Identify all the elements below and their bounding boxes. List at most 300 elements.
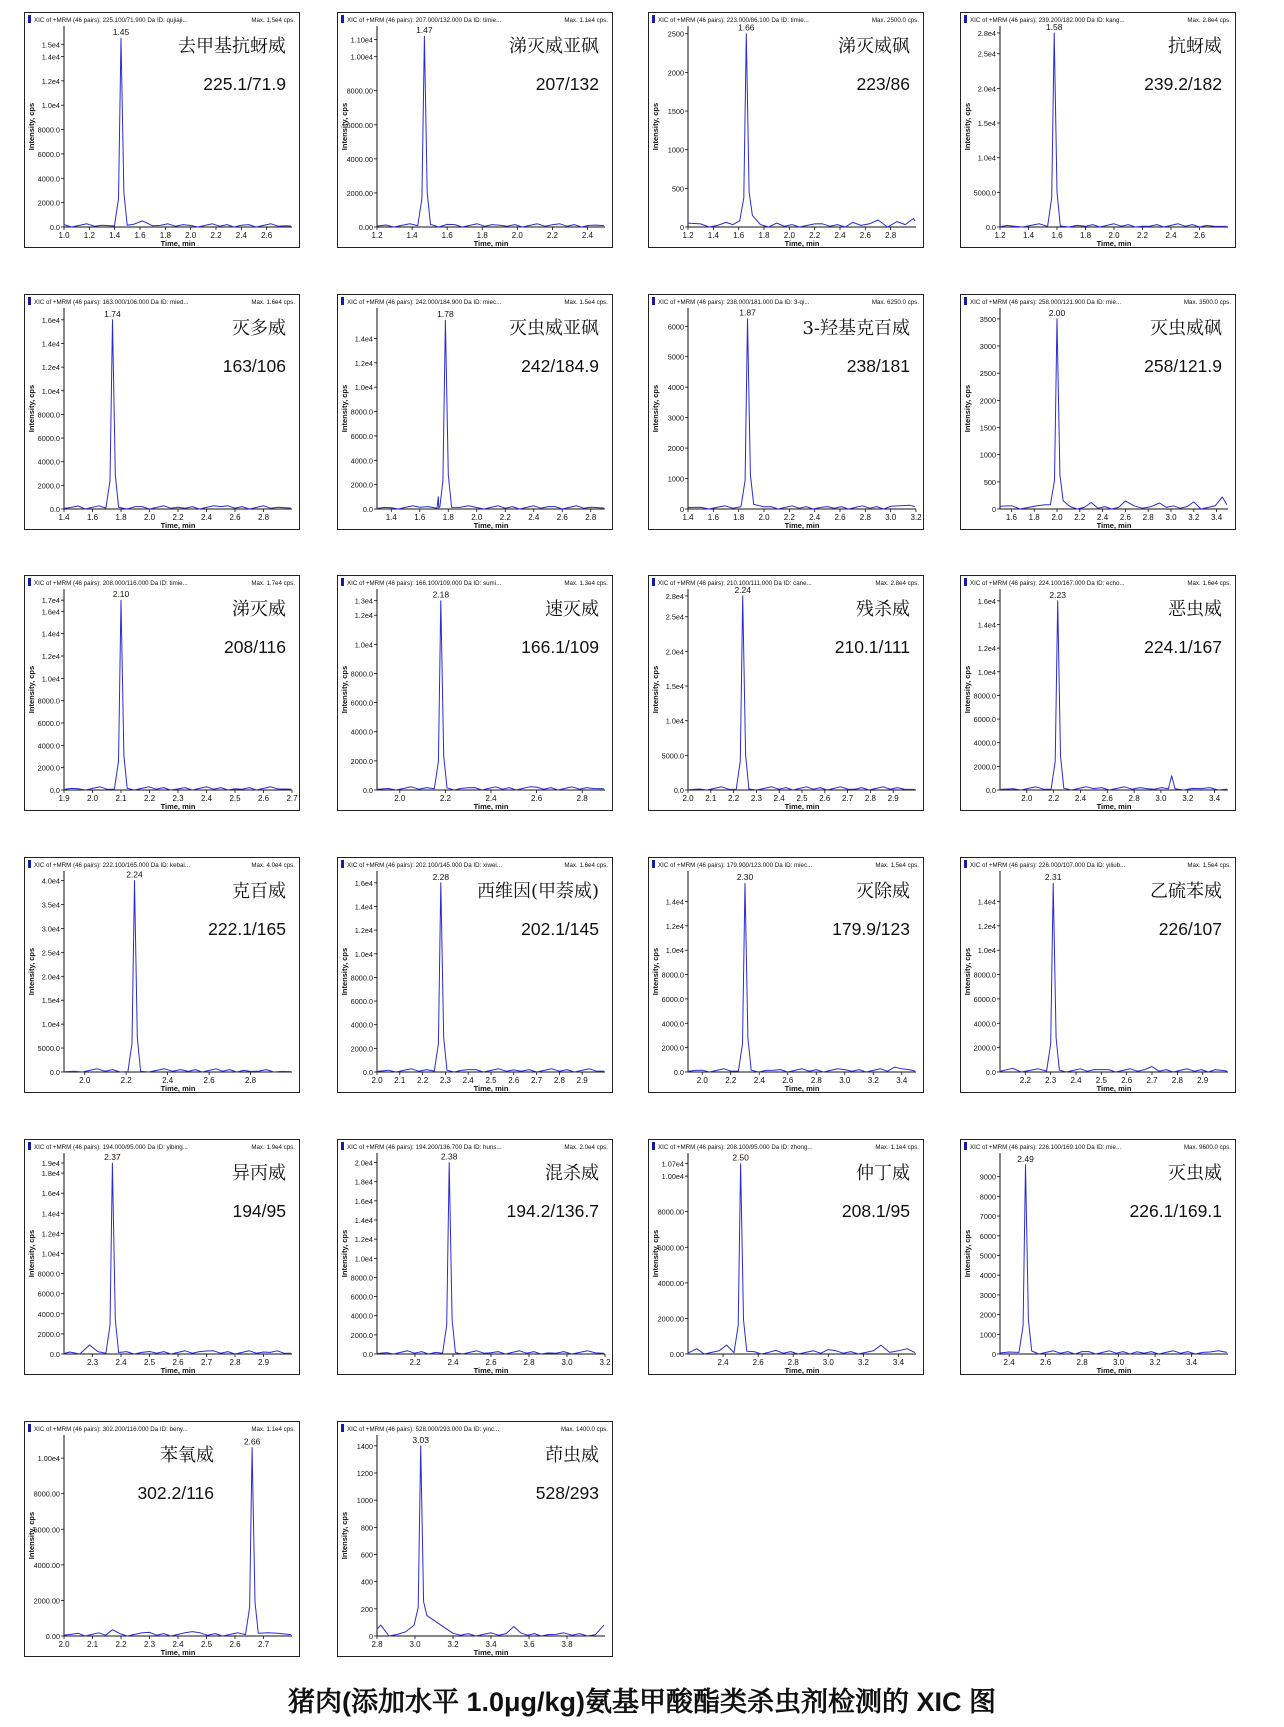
y-tick-label: 1.0e4 [977, 946, 996, 956]
compound-name: 西维因(甲萘威) [476, 881, 599, 902]
y-tick-label: 1500 [979, 423, 996, 433]
xic-panel-10 [337, 575, 613, 811]
x-tick-label: 2.6 [229, 513, 241, 522]
xic-header: XIC of +MRM (46 pairs): 194.200/136.700 Da ID: huns... [347, 1144, 502, 1151]
x-tick-label: 2.2 [499, 513, 511, 522]
y-tick-label: 1.5e4 [41, 996, 60, 1006]
y-tick-label: 1.2e4 [977, 921, 996, 931]
x-tick-label: 1.8 [159, 231, 171, 240]
mrm-transition: 222.1/165 [208, 919, 286, 939]
x-tick-label: 2.0 [511, 231, 523, 240]
x-tick-label: 2.4 [172, 1640, 184, 1649]
xic-panel-14 [337, 857, 613, 1093]
x-tick-label: 2.6 [782, 1076, 794, 1085]
x-axis-title: Time, min [160, 1366, 196, 1375]
max-intensity-label: Max. 1.6e4 cps. [251, 299, 295, 306]
y-tick-label: 0.0 [985, 786, 996, 795]
x-axis-title: Time, min [784, 1084, 820, 1093]
y-tick-label: 1.5e4 [41, 40, 60, 50]
y-tick-label: 2.0e4 [41, 972, 60, 982]
mrm-transition: 224.1/167 [1144, 637, 1222, 657]
xic-chart-svg [24, 12, 300, 248]
xic-header: XIC of +MRM (46 pairs): 226.100/169.100 Da ID: mie... [970, 1144, 1122, 1151]
y-tick-label: 0 [679, 223, 684, 232]
y-tick-label: 0.0 [362, 1068, 373, 1077]
y-tick-label: 1.5e4 [665, 682, 684, 692]
x-tick-label: 2.2 [546, 231, 558, 240]
xic-header: XIC of +MRM (46 pairs): 226.000/107.000 Da ID: yiliub... [970, 862, 1126, 869]
xic-panel-7 [648, 294, 924, 530]
y-tick-label: 0.0 [673, 786, 684, 795]
mrm-transition: 226/107 [1158, 919, 1222, 939]
y-tick-label: 2.8e4 [665, 591, 684, 601]
x-tick-label: 2.4 [773, 794, 785, 803]
x-tick-label: 2.8 [229, 1358, 241, 1367]
peak-rt-label: 2.37 [104, 1152, 121, 1163]
peak-rt-label: 3.03 [412, 1434, 429, 1445]
y-tick-label: 4000.0 [973, 738, 996, 748]
y-tick-label: 3000 [979, 342, 996, 352]
x-tick-label: 2.6 [1101, 794, 1113, 803]
y-tick-label: 6000.00 [33, 1525, 60, 1535]
y-tick-label: 1400 [356, 1441, 373, 1451]
compound-name: 灭虫威亚砜 [509, 318, 599, 339]
figure-caption: 猪肉(添加水平 1.0μg/kg)氨基甲酸酯类杀虫剂检测的 XIC 图 [287, 1687, 997, 1717]
y-tick-label: 6000.00 [346, 120, 373, 130]
y-tick-label: 600 [360, 1550, 373, 1560]
compound-name: 抗蚜威 [1168, 36, 1222, 57]
legend-marker [341, 1424, 344, 1432]
xic-chart-svg [648, 857, 924, 1093]
x-tick-label: 3.4 [896, 1076, 908, 1085]
xic-header: XIC of +MRM (46 pairs): 224.100/167.000 Da ID: echo... [970, 580, 1125, 587]
y-axis-title: Intensity, cps [27, 384, 36, 433]
x-tick-label: 1.8 [758, 231, 770, 240]
xic-header: XIC of +MRM (46 pairs): 202.100/145.000 Da ID: xiwei... [347, 862, 502, 869]
y-tick-label: 1000 [979, 1330, 996, 1340]
y-tick-label: 0.00 [45, 1632, 60, 1641]
xic-header: XIC of +MRM (46 pairs): 208.000/116.000 Da ID: timie... [34, 580, 188, 587]
mrm-transition: 207/132 [535, 74, 599, 94]
y-tick-label: 4000.0 [350, 456, 373, 466]
xic-header: XIC of +MRM (46 pairs): 194.000/95.000 Da ID: yibing... [34, 1144, 188, 1151]
x-tick-label: 3.8 [561, 1640, 573, 1649]
compound-name: 仲丁威 [856, 1163, 910, 1184]
y-tick-label: 1000 [979, 450, 996, 460]
peak-rt-label: 1.87 [739, 307, 756, 318]
max-intensity-label: Max. 3500.0 cps. [1183, 299, 1231, 306]
x-tick-label: 2.2 [417, 1076, 429, 1085]
legend-marker [28, 578, 31, 586]
y-tick-label: 800 [360, 1523, 373, 1533]
x-tick-label: 2.7 [531, 1076, 543, 1085]
y-tick-label: 1.8e4 [354, 1177, 373, 1187]
mrm-transition: 258/121.9 [1144, 356, 1222, 376]
y-tick-label: 1.0e4 [41, 1020, 60, 1030]
compound-name: 3-羟基克百威 [802, 318, 910, 339]
y-tick-label: 2.5e4 [41, 948, 60, 958]
x-tick-label: 2.8 [553, 1076, 565, 1085]
xic-panel-13 [24, 857, 300, 1093]
y-axis-title: Intensity, cps [27, 1229, 36, 1278]
x-tick-label: 2.6 [203, 1076, 215, 1085]
x-axis-title: Time, min [473, 521, 509, 530]
y-tick-label: 6000.0 [37, 1289, 60, 1299]
xic-chart-svg [24, 857, 300, 1093]
xic-panel-21 [24, 1421, 300, 1657]
y-tick-label: 1000 [667, 145, 684, 155]
x-tick-label: 2.2 [115, 1640, 127, 1649]
compound-name: 茚虫威 [545, 1445, 599, 1466]
x-tick-label: 2.4 [200, 794, 213, 803]
x-tick-label: 2.6 [1119, 513, 1131, 522]
y-tick-label: 0.0 [673, 1068, 684, 1077]
x-tick-label: 3.4 [1185, 1358, 1198, 1367]
y-tick-label: 1.6e4 [354, 1196, 373, 1206]
y-tick-label: 1.2e4 [41, 363, 60, 373]
y-tick-label: 0 [991, 1350, 996, 1359]
legend-marker [964, 578, 967, 586]
compound-name: 混杀威 [545, 1163, 599, 1184]
x-tick-label: 1.6 [86, 513, 99, 522]
max-intensity-label: Max. 1.9e4 cps. [251, 1144, 295, 1151]
y-tick-label: 1.0e4 [354, 1254, 373, 1264]
x-tick-label: 2.0 [394, 794, 406, 803]
compound-name: 灭虫威 [1168, 1163, 1222, 1184]
y-tick-label: 1.9e4 [41, 1159, 60, 1169]
x-axis-title: Time, min [160, 521, 196, 530]
y-tick-label: 1.4e4 [354, 334, 373, 344]
y-tick-label: 1.10e4 [350, 35, 373, 45]
x-tick-label: 3.0 [409, 1640, 421, 1649]
y-tick-label: 8000.00 [657, 1207, 684, 1217]
compound-name: 速灭威 [545, 599, 599, 620]
xic-panel-5 [24, 294, 300, 530]
x-tick-label: 2.6 [531, 794, 543, 803]
x-tick-label: 2.3 [172, 794, 184, 803]
y-tick-label: 1.2e4 [41, 76, 60, 86]
x-tick-label: 1.2 [682, 231, 694, 240]
y-axis-title: Intensity, cps [963, 1229, 972, 1278]
y-tick-label: 6000.00 [657, 1243, 684, 1253]
x-tick-label: 1.6 [414, 513, 426, 522]
xic-chart-svg [337, 294, 613, 530]
x-tick-label: 2.4 [235, 231, 247, 240]
x-tick-label: 2.2 [210, 231, 222, 240]
y-tick-label: 2500 [667, 29, 684, 39]
max-intensity-label: Max. 2.0e4 cps. [564, 1144, 608, 1151]
x-tick-label: 2.2 [1074, 513, 1086, 522]
max-intensity-label: Max. 2.8e4 cps. [875, 580, 919, 587]
x-tick-label: 3.2 [1149, 1358, 1161, 1367]
xic-panel-1 [24, 12, 300, 248]
mrm-transition: 210.1/111 [834, 637, 910, 657]
legend-marker [964, 297, 967, 305]
y-tick-label: 0.00 [669, 1350, 684, 1359]
y-axis-title: Intensity, cps [340, 1511, 349, 1560]
xic-panel-11 [648, 575, 924, 811]
x-tick-label: 1.2 [994, 231, 1006, 240]
y-tick-label: 8000.0 [37, 696, 60, 706]
y-tick-label: 1.2e4 [41, 1229, 60, 1239]
y-tick-label: 2000.0 [350, 1330, 373, 1340]
x-tick-label: 2.2 [728, 794, 740, 803]
compound-name: 去甲基抗蚜威 [178, 36, 286, 57]
xic-chart-svg [337, 1421, 613, 1657]
y-tick-label: 4000.00 [346, 154, 373, 164]
peak-rt-label: 2.31 [1044, 872, 1062, 883]
x-tick-label: 2.0 [185, 231, 197, 240]
y-axis-title: Intensity, cps [340, 1229, 349, 1278]
xic-header: XIC of +MRM (46 pairs): 163.000/106.000 Da ID: mied... [34, 299, 189, 306]
y-tick-label: 0.0 [49, 223, 60, 232]
peak-rt-label: 2.00 [1048, 307, 1066, 318]
y-tick-label: 6000.0 [973, 715, 996, 725]
y-tick-label: 1.0e4 [41, 674, 60, 684]
x-tick-label: 3.0 [1165, 513, 1177, 522]
y-tick-label: 1200 [356, 1469, 373, 1479]
xic-chart-svg [24, 1421, 300, 1657]
y-tick-label: 2000 [667, 68, 684, 78]
x-tick-label: 2.8 [1128, 794, 1140, 803]
y-tick-label: 1500 [667, 107, 684, 117]
x-tick-label: 1.4 [1022, 231, 1035, 240]
y-tick-label: 1.3e4 [354, 596, 373, 606]
x-tick-label: 2.8 [810, 1076, 822, 1085]
y-tick-label: 2000.0 [37, 198, 60, 208]
y-axis-title: Intensity, cps [963, 384, 972, 433]
y-tick-label: 4000.0 [37, 174, 60, 184]
legend-marker [341, 860, 344, 868]
x-tick-label: 2.3 [1045, 1076, 1057, 1085]
max-intensity-label: Max. 1.6e4 cps. [564, 862, 608, 869]
y-tick-label: 1.8e4 [41, 1169, 60, 1179]
x-tick-label: 2.9 [257, 1358, 270, 1367]
x-tick-label: 2.9 [1197, 1076, 1209, 1085]
x-tick-label: 1.2 [371, 231, 383, 240]
x-tick-label: 2.9 [576, 1076, 588, 1085]
xic-header: XIC of +MRM (46 pairs): 225.100/71.900 Da ID: qujiaji... [34, 17, 188, 24]
x-tick-label: 2.6 [229, 1640, 241, 1649]
legend-marker [964, 860, 967, 868]
y-axis-title: Intensity, cps [651, 102, 660, 151]
x-tick-label: 2.4 [447, 1358, 459, 1367]
x-tick-label: 2.9 [887, 794, 899, 803]
x-tick-label: 3.2 [867, 1076, 879, 1085]
y-tick-label: 1.4e4 [977, 620, 996, 630]
x-tick-label: 1.6 [134, 231, 146, 240]
y-tick-label: 1.2e4 [354, 611, 373, 621]
x-tick-label: 2.4 [717, 1358, 729, 1367]
y-tick-label: 6000 [667, 322, 684, 332]
x-tick-label: 2.2 [725, 1076, 737, 1085]
y-tick-label: 5000 [667, 352, 684, 362]
max-intensity-label: Max. 1.5e4 cps. [251, 17, 295, 24]
xic-chart-svg [24, 1139, 300, 1375]
xic-panel-2 [337, 12, 613, 248]
legend-marker [652, 15, 655, 23]
x-tick-label: 2.0 [682, 794, 694, 803]
x-axis-title: Time, min [1096, 802, 1132, 811]
legend-marker [341, 15, 344, 23]
y-tick-label: 1.0e4 [354, 949, 373, 959]
y-tick-label: 0.00 [358, 223, 373, 232]
x-tick-label: 2.2 [783, 513, 795, 522]
x-axis-title: Time, min [784, 521, 820, 530]
xic-chart-svg [24, 575, 300, 811]
y-tick-label: 1.4e4 [354, 902, 373, 912]
xic-chart-svg [24, 294, 300, 530]
x-tick-label: 2.0 [86, 794, 99, 803]
y-tick-label: 2000.00 [346, 188, 373, 198]
x-tick-label: 2.0 [371, 1076, 383, 1085]
x-tick-label: 2.4 [834, 231, 846, 240]
y-tick-label: 1.07e4 [661, 1159, 684, 1169]
legend-marker [28, 1142, 31, 1150]
peak-rt-label: 1.45 [112, 27, 130, 38]
x-tick-label: 1.6 [1051, 231, 1063, 240]
compound-name: 苯氧威 [160, 1445, 214, 1466]
xic-chart-svg [960, 1139, 1236, 1375]
y-tick-label: 6000 [979, 1231, 996, 1241]
mrm-transition: 194/95 [232, 1201, 286, 1221]
xic-chart-svg [960, 575, 1236, 811]
mrm-transition: 202.1/145 [521, 919, 599, 939]
y-tick-label: 500 [671, 184, 684, 194]
x-tick-label: 2.2 [143, 794, 156, 803]
legend-marker [341, 578, 344, 586]
xic-header: XIC of +MRM (46 pairs): 302.200/116.000 Da ID: beny... [34, 1426, 188, 1433]
xic-header: XIC of +MRM (46 pairs): 222.100/165.000 Da ID: kebai... [34, 862, 190, 869]
mrm-transition: 239.2/182 [1144, 74, 1222, 94]
compound-name: 涕灭威亚砜 [509, 36, 599, 57]
y-tick-label: 6000.0 [350, 431, 373, 441]
peak-rt-label: 2.18 [432, 589, 450, 600]
peak-rt-label: 2.24 [126, 869, 143, 880]
legend-marker [28, 15, 31, 23]
y-axis-title: Intensity, cps [27, 665, 36, 714]
y-tick-label: 4000.0 [37, 741, 60, 751]
compound-name: 灭除威 [856, 881, 910, 902]
peak-rt-label: 1.58 [1045, 21, 1063, 32]
y-axis-title: Intensity, cps [651, 1229, 660, 1278]
y-axis-title: Intensity, cps [340, 384, 349, 433]
x-tick-label: 3.0 [1155, 794, 1167, 803]
x-tick-label: 2.8 [576, 794, 588, 803]
x-tick-label: 2.8 [523, 1358, 535, 1367]
max-intensity-label: Max. 1.1e4 cps. [564, 17, 608, 24]
y-axis-title: Intensity, cps [651, 947, 660, 996]
y-axis-title: Intensity, cps [340, 947, 349, 996]
y-tick-label: 2000.0 [973, 1043, 996, 1053]
peak-rt-label: 2.66 [243, 1436, 261, 1447]
y-tick-label: 8000.0 [350, 407, 373, 417]
xic-header: XIC of +MRM (46 pairs): 208.100/95.000 Da ID: zhong... [658, 1144, 813, 1151]
x-tick-label: 2.4 [1165, 231, 1177, 240]
y-tick-label: 8000.0 [973, 691, 996, 701]
x-tick-label: 2.4 [462, 1076, 474, 1085]
x-tick-label: 3.4 [1209, 794, 1221, 803]
x-tick-label: 2.0 [783, 231, 795, 240]
y-tick-label: 2000.0 [350, 1044, 373, 1054]
x-tick-label: 1.0 [58, 231, 70, 240]
y-tick-label: 1.0e4 [41, 386, 60, 396]
y-axis-title: Intensity, cps [963, 665, 972, 714]
mrm-transition: 208/116 [224, 637, 286, 657]
x-tick-label: 2.5 [200, 1640, 213, 1649]
y-tick-label: 4000.0 [350, 1020, 373, 1030]
y-tick-label: 8000.0 [661, 970, 684, 980]
y-axis-title: Intensity, cps [651, 384, 660, 433]
y-tick-label: 0.0 [985, 223, 996, 232]
x-tick-label: 2.6 [819, 794, 831, 803]
compound-name: 灭虫威砜 [1150, 318, 1222, 339]
y-tick-label: 5000.0 [973, 188, 996, 198]
y-tick-label: 2000 [667, 444, 684, 454]
compound-name: 克百威 [232, 881, 286, 902]
y-tick-label: 2000.00 [657, 1314, 684, 1324]
y-tick-label: 1.2e4 [665, 921, 684, 931]
xic-chart-svg [960, 294, 1236, 530]
x-tick-label: 2.7 [1146, 1076, 1158, 1085]
y-axis-title: Intensity, cps [340, 665, 349, 714]
y-tick-label: 2.0e4 [354, 1158, 373, 1168]
x-tick-label: 1.9 [58, 794, 70, 803]
xic-chart-svg [337, 575, 613, 811]
x-tick-label: 1.8 [442, 513, 454, 522]
xic-header: XIC of +MRM (46 pairs): 223.000/86.100 Da ID: timie... [658, 17, 809, 24]
x-tick-label: 3.0 [822, 1358, 834, 1367]
xic-header: XIC of +MRM (46 pairs): 210.100/111.000 Da ID: cane... [658, 580, 812, 587]
y-tick-label: 5000 [979, 1251, 996, 1261]
x-tick-label: 2.6 [859, 231, 871, 240]
x-tick-label: 2.4 [581, 231, 594, 240]
max-intensity-label: Max. 1.5e4 cps. [1187, 862, 1231, 869]
y-tick-label: 500 [983, 477, 996, 487]
y-tick-label: 2000.00 [33, 1596, 60, 1606]
x-tick-label: 2.1 [115, 794, 127, 803]
y-tick-label: 1.0e4 [41, 1249, 60, 1259]
x-tick-label: 3.0 [561, 1358, 573, 1367]
legend-marker [964, 15, 967, 23]
y-tick-label: 1.6e4 [41, 607, 60, 617]
x-tick-label: 2.4 [809, 513, 821, 522]
y-tick-label: 1000 [667, 474, 684, 484]
y-tick-label: 2000.0 [350, 756, 373, 766]
x-tick-label: 1.4 [707, 231, 719, 240]
mrm-transition: 223/86 [856, 74, 910, 94]
x-axis-title: Time, min [473, 1648, 509, 1657]
y-tick-label: 1000 [356, 1496, 373, 1506]
xic-header: XIC of +MRM (46 pairs): 238.000/181.000 Da ID: 3-qi... [658, 299, 810, 306]
max-intensity-label: Max. 1.7e4 cps. [251, 580, 295, 587]
x-tick-label: 1.6 [733, 231, 745, 240]
x-tick-label: 1.8 [476, 231, 488, 240]
y-tick-label: 400 [360, 1577, 373, 1587]
x-tick-label: 3.4 [485, 1640, 497, 1649]
compound-name: 异丙威 [232, 1163, 286, 1184]
x-tick-label: 2.0 [1108, 231, 1120, 240]
x-tick-label: 3.2 [447, 1640, 459, 1649]
y-tick-label: 2000 [979, 396, 996, 406]
x-tick-label: 1.4 [682, 513, 694, 522]
x-tick-label: 1.6 [441, 231, 453, 240]
max-intensity-label: Max. 1.6e4 cps. [1187, 580, 1231, 587]
x-tick-label: 2.8 [257, 513, 270, 522]
xic-chart-svg [648, 575, 924, 811]
x-tick-label: 1.8 [1079, 231, 1092, 240]
y-axis-title: Intensity, cps [963, 947, 972, 996]
